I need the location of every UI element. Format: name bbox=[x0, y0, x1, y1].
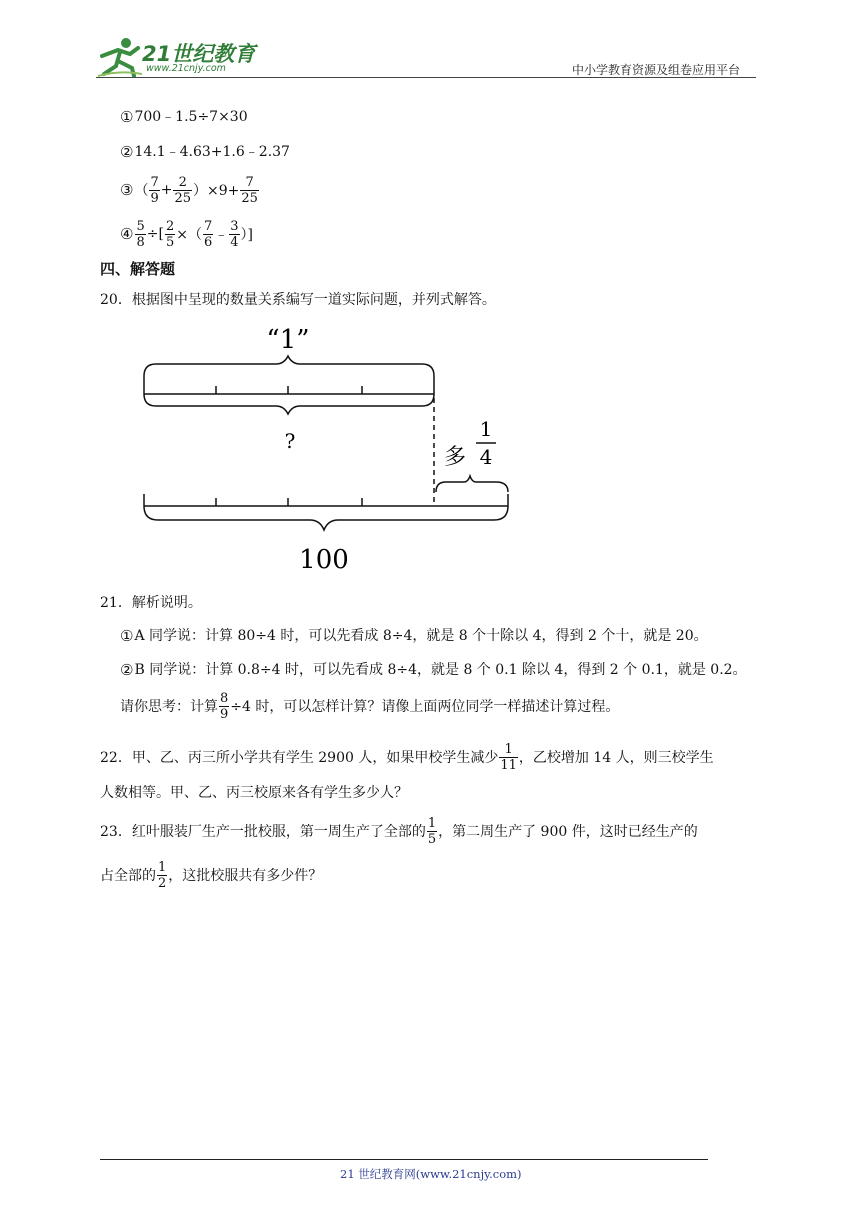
item-number: ④ bbox=[120, 224, 134, 243]
top-brace bbox=[144, 356, 434, 376]
operator: ×（ bbox=[176, 227, 202, 243]
fraction: $\frac{7}{25}$ bbox=[241, 174, 258, 206]
calc-item-4 bbox=[120, 217, 253, 251]
footer-text: 21 世纪教育网(www.21cnjy.com) bbox=[340, 1167, 522, 1181]
q21-statement-a: ①A 同学说：计算 80÷4 时，可以先看成 8÷4，就是 8 个十除以 4，得到 2 个十，就是 20。 bbox=[120, 626, 708, 645]
question-23-line2: 占全部的 $\frac{1}{2}$ ，这批校服共有多少件？ bbox=[100, 859, 323, 891]
item-number: ② bbox=[120, 142, 134, 161]
fraction: $\frac{5}{8}$ bbox=[136, 218, 145, 250]
q20-diagram bbox=[130, 318, 530, 578]
q21-prompt: 请你思考：计算 $\frac{8}{9}$ ÷4 时，可以怎样计算？请像上面两位同学一样描述计算过程。 bbox=[120, 690, 620, 722]
segment-diagram bbox=[130, 318, 530, 578]
more-label: 多 bbox=[444, 445, 467, 470]
logo-url: www.21cnjy.com bbox=[146, 63, 226, 74]
section-title: 四、解答题 bbox=[100, 260, 176, 278]
logo-title: 21世纪教育 bbox=[142, 42, 256, 66]
question-brace bbox=[144, 394, 434, 414]
calc-item-3 bbox=[120, 173, 260, 207]
question-22-line1: 22．甲、乙、丙三所小学共有学生 2900 人，如果甲校学生减少 $\frac{1}{11}$ ，乙校增加 14 人，则三校学生 bbox=[100, 741, 714, 773]
fraction: $\frac{1}{2}$ bbox=[158, 859, 167, 891]
extra-brace bbox=[436, 476, 508, 492]
question-22-line2: 人数相等。甲、乙、丙三校原来各有学生多少人？ bbox=[100, 785, 408, 801]
expression: 14.1﹣4.63+1.6﹣2.37 bbox=[134, 144, 290, 160]
q21-statement-b: ②B 同学说：计算 0.8÷4 时，可以先看成 8÷4，就是 8 个 0.1 除以 4，得到 2 个 0.1，就是 0.2。 bbox=[120, 660, 747, 679]
operator: ）] bbox=[240, 227, 253, 243]
bottom-brace bbox=[144, 506, 508, 530]
fraction: $\frac{1}{11}$ bbox=[500, 741, 517, 773]
fraction-numerator: 1 bbox=[479, 417, 493, 441]
operator: ）×9+ bbox=[193, 183, 240, 199]
fraction: $\frac{2}{25}$ bbox=[174, 174, 192, 206]
question-23-line1: 23．红叶服装厂生产一批校服，第一周生产了全部的 $\frac{1}{5}$ ，第二周生产了 900 件，这时已经生产的 bbox=[100, 815, 698, 847]
fraction: $\frac{2}{5}$ bbox=[165, 218, 175, 250]
unit-one-label: “1” bbox=[266, 325, 310, 355]
logo bbox=[96, 36, 256, 78]
operator: + bbox=[160, 182, 173, 198]
expression: 700﹣1.5÷7×30 bbox=[134, 109, 248, 125]
platform-name: 中小学教育资源及组卷应用平台 bbox=[572, 63, 741, 77]
total-label: 100 bbox=[299, 545, 349, 575]
paren-open: （ bbox=[134, 183, 149, 199]
fraction: $\frac{7}{9}$ bbox=[150, 174, 159, 206]
runner-logo-icon bbox=[96, 36, 144, 78]
header-rule bbox=[96, 77, 756, 78]
fraction-denominator: 4 bbox=[479, 445, 493, 469]
calc-item-2 bbox=[120, 141, 290, 161]
operator: ﹣ bbox=[214, 227, 229, 243]
fraction: $\frac{7}{6}$ bbox=[203, 218, 213, 250]
fraction: $\frac{8}{9}$ bbox=[220, 690, 229, 722]
item-number: ① bbox=[120, 107, 134, 126]
question-mark: ? bbox=[284, 429, 296, 453]
calc-item-1 bbox=[120, 106, 248, 126]
question-21-title: 21．解析说明。 bbox=[100, 595, 202, 611]
footer-rule bbox=[100, 1159, 708, 1160]
question-20: 20．根据图中呈现的数量关系编写一道实际问题，并列式解答。 bbox=[100, 292, 496, 308]
item-number: ③ bbox=[120, 180, 134, 199]
fraction: $\frac{1}{5}$ bbox=[427, 815, 437, 847]
operator: ÷[ bbox=[146, 226, 164, 242]
fraction: $\frac{3}{4}$ bbox=[230, 218, 239, 250]
